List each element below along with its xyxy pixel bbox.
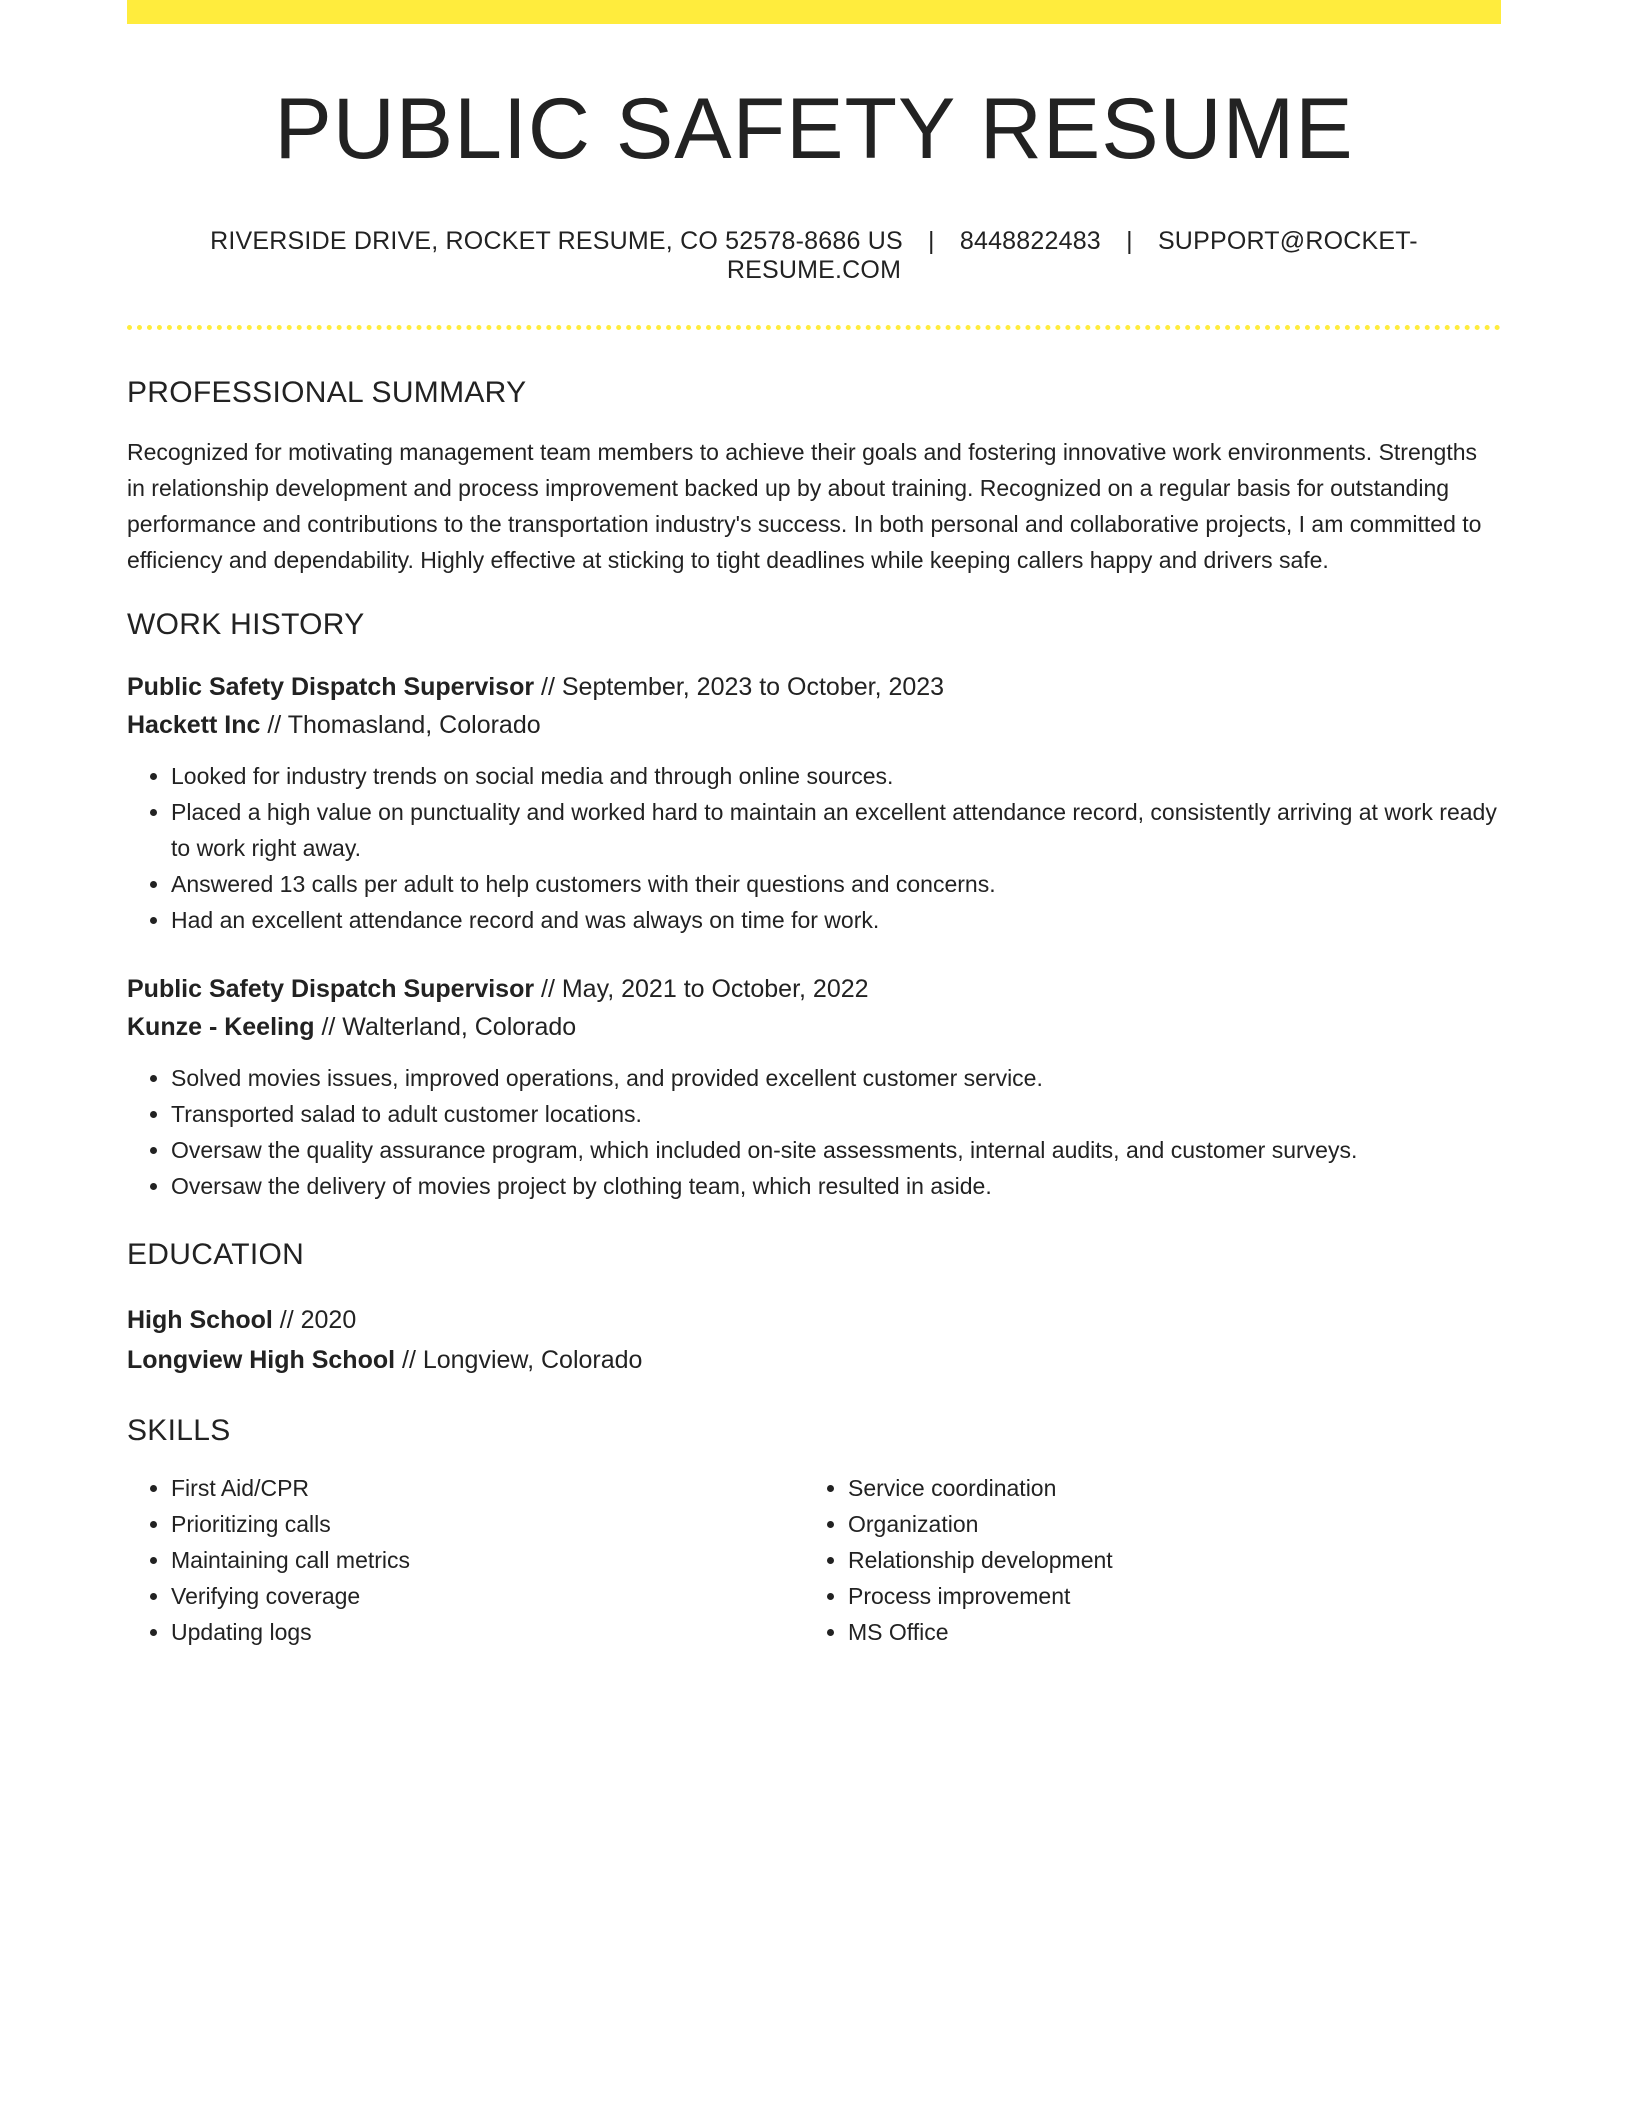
summary-heading: PROFESSIONAL SUMMARY <box>127 375 527 409</box>
page-title: PUBLIC SAFETY RESUME <box>274 81 1354 177</box>
top-accent-bar <box>127 0 1501 24</box>
phone: 8448822483 <box>959 226 1101 255</box>
education-location: // Longview, Colorado <box>395 1345 643 1374</box>
education-heading: EDUCATION <box>127 1237 305 1271</box>
list-item: • Oversaw the quality assurance program, which included on-site assessments, internal audits, and customer surveys. <box>171 1132 1501 1168</box>
job-company: Hackett Inc <box>127 710 261 739</box>
skill-item: • MS Office <box>848 1614 1481 1650</box>
job-company-line <box>127 706 1501 744</box>
skills-columns <box>127 1470 1501 1650</box>
job-location: // Walterland, Colorado <box>314 1012 577 1041</box>
skill-item: • Maintaining call metrics <box>171 1542 804 1578</box>
job-location: // Thomasland, Colorado <box>260 710 541 739</box>
list-item: • Had an excellent attendance record and was always on time for work. <box>171 902 1501 938</box>
list-item: • Looked for industry trends on social media and through online sources. <box>171 758 1501 794</box>
education-school: Longview High School <box>127 1345 396 1374</box>
skill-item: • Service coordination <box>848 1470 1481 1506</box>
job-bullets <box>127 1060 1501 1204</box>
resume-page <box>127 0 1501 1650</box>
education-degree: High School <box>127 1305 273 1334</box>
skills-list-right <box>804 1470 1481 1650</box>
job-title-line <box>127 668 1501 706</box>
list-item: • Placed a high value on punctuality and worked hard to maintain an excellent attendance record, consistently arriving at work ready to work right away. <box>171 794 1501 866</box>
skill-item: • Verifying coverage <box>171 1578 804 1614</box>
job-company-line <box>127 1008 1501 1046</box>
list-item: • Solved movies issues, improved operations, and provided excellent customer service. <box>171 1060 1501 1096</box>
job-dates: // September, 2023 to October, 2023 <box>534 672 945 701</box>
email: SUPPORT@ROCKET-RESUME.COM <box>726 226 1418 284</box>
address: RIVERSIDE DRIVE, ROCKET RESUME, CO 52578-8686 US <box>210 226 903 255</box>
work-history-heading: WORK HISTORY <box>127 607 365 641</box>
skill-item: • Prioritizing calls <box>171 1506 804 1542</box>
job-entry <box>127 668 1501 938</box>
list-item: • Answered 13 calls per adult to help customers with their questions and concerns. <box>171 866 1501 902</box>
job-entry <box>127 970 1501 1204</box>
education-school-line <box>127 1340 1501 1380</box>
skill-item: • Process improvement <box>848 1578 1481 1614</box>
job-dates: // May, 2021 to October, 2022 <box>534 974 869 1003</box>
summary-text: Recognized for motivating management team members to achieve their goals and fostering innovative work environments. Strengths in relationship development and process improvement backed up by about training. Recognized on a regular basis for outstanding performance and contributions to the transportation industry's success. In both personal and collaborative projects, I am committed to efficiency and dependability. Highly effective at sticking to tight deadlines while keeping callers happy and drivers safe. <box>127 438 1482 573</box>
job-bullets <box>127 758 1501 938</box>
job-company: Kunze - Keeling <box>127 1012 315 1041</box>
skill-item: • Organization <box>848 1506 1481 1542</box>
skill-item: • Updating logs <box>171 1614 804 1650</box>
job-title: Public Safety Dispatch Supervisor <box>127 974 535 1003</box>
skills-heading: SKILLS <box>127 1413 231 1447</box>
contact-separator: | <box>1126 226 1133 255</box>
education-year: // 2020 <box>272 1305 357 1334</box>
list-item: • Transported salad to adult customer locations. <box>171 1096 1501 1132</box>
skills-list-left <box>127 1470 804 1650</box>
skill-item: • First Aid/CPR <box>171 1470 804 1506</box>
contact-separator: | <box>928 226 935 255</box>
education-degree-line <box>127 1300 1501 1340</box>
list-item: • Oversaw the delivery of movies project by clothing team, which resulted in aside. <box>171 1168 1501 1204</box>
contact-line <box>127 227 1501 285</box>
dotted-divider <box>127 325 1501 330</box>
job-title: Public Safety Dispatch Supervisor <box>127 672 535 701</box>
skill-item: • Relationship development <box>848 1542 1481 1578</box>
job-title-line <box>127 970 1501 1008</box>
